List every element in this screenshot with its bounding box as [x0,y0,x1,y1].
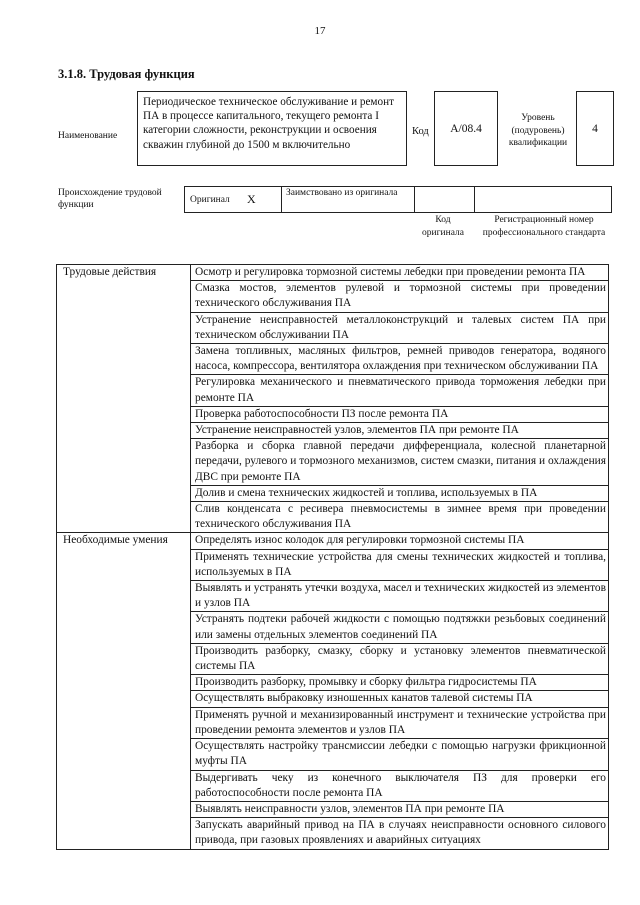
origin-borrowed-label: Заимствовано из оригинала [286,188,398,198]
required-skill-item: Устранять подтеки рабочей жидкости с помощью подтяжки резьбовых соединений или замены отдельных элементов соединений ПА [191,612,609,643]
function-table [56,264,609,850]
labor-action-item: Слив конденсата с ресивера пневмосистемы в зимнее время при проведении технического обслуживания ПА [191,502,609,533]
section-title: 3.1.8. Трудовая функция [58,67,195,81]
required-skill-item: Применять ручной и механизированный инструмент и технические устройства при проведении ремонта элементов и узлов ПА [191,707,609,738]
origin-reg-cell [475,187,611,212]
code-label: Код [412,126,429,137]
labor-action-item: Проверка работоспособности ПЗ после ремонта ПА [191,406,609,422]
origin-original-cell [185,187,282,212]
labor-action-item: Разборка и сборка главной передачи дифференциала, колесной планетарной передачи, рулевого и тормозного механизмов, систем смазки, питания и охлаждения ДВС при ремонте ПА [191,439,609,486]
required-skill-item: Осуществлять настройку трансмиссии лебедки с помощью нагрузки фрикционной муфты ПА [191,739,609,770]
code-box [434,91,498,166]
reg-number-label: Регистрационный номер профессионального стандарта [482,215,606,238]
code-value: A/08.4 [450,122,482,135]
required-skill-item: Выявлять и устранять утечки воздуха, масел и технических жидкостей из элементов и узлов ПА [191,581,609,612]
code-original-label: Код оригинала [422,215,464,238]
required-skill-item: Выявлять неисправности узлов, элементов ПА при ремонте ПА [191,801,609,817]
level-value: 4 [592,122,598,135]
labor-action-row [57,265,609,281]
function-name-box: Периодическое техническое обслуживание и ремонт ПА в процессе капитального, текущего ремонта I категории сложности, реконструкции и освоения скважин глубиной до 1500 м включительно [137,91,407,166]
labor-action-item: Долив и смена технических жидкостей и топлива, используемых в ПА [191,485,609,501]
origin-original-mark: X [247,192,256,206]
name-label: Наименование [58,131,118,141]
required-skill-item: Определять износ колодок для регулировки тормозной системы ПА [191,533,609,549]
level-box [576,91,614,166]
origin-label: Происхождение трудовой функции [58,188,162,210]
labor-action-item: Устранение неисправностей металлоконструкций и талевых систем ПА при техническом обслуживании ПА [191,312,609,343]
required-skill-item: Производить разборку, промывку и сборку фильтра гидросистемы ПА [191,675,609,691]
required-skill-item: Запускать аварийный привод на ПА в случаях неисправности основного силового привода, при газовых проявлениях и аварийных ситуациях [191,818,609,849]
labor-action-label: Трудовые действия [57,265,191,533]
required-skill-item: Выдергивать чеку из конечного выключателя ПЗ для проверки его работоспособности после ремонта ПА [191,770,609,801]
labor-action-item: Осмотр и регулировка тормозной системы лебедки при проведении ремонта ПА [191,265,609,281]
required-skill-item: Осуществлять выбраковку изношенных канатов талевой системы ПА [191,691,609,707]
required-skill-item: Производить разборку, смазку, сборку и установку элементов пневматической системы ПА [191,643,609,674]
origin-code-cell [415,187,475,212]
required-skill-label: Необходимые умения [57,533,191,849]
required-skill-row [57,533,609,549]
labor-action-item: Смазка мостов, элементов рулевой и тормозной системы при проведении технического обслуживания ПА [191,281,609,312]
level-label: Уровень (подуровень) квалификации [508,113,568,148]
origin-row [184,186,612,213]
origin-borrowed-cell [282,187,415,212]
origin-original-label: Оригинал [190,195,230,205]
required-skill-item: Применять технические устройства для смены технических жидкостей и топлива, используемых в ПА [191,549,609,580]
labor-action-item: Регулировка механического и пневматического привода торможения лебедки при ремонте ПА [191,375,609,406]
labor-action-item: Устранение неисправностей узлов, элементов ПА при ремонте ПА [191,423,609,439]
labor-action-item: Замена топливных, масляных фильтров, ремней приводов генератора, водяного насоса, компрессора, вентилятора охлаждения при техническом обслуживании ПА [191,344,609,375]
page-number: 17 [314,25,326,37]
